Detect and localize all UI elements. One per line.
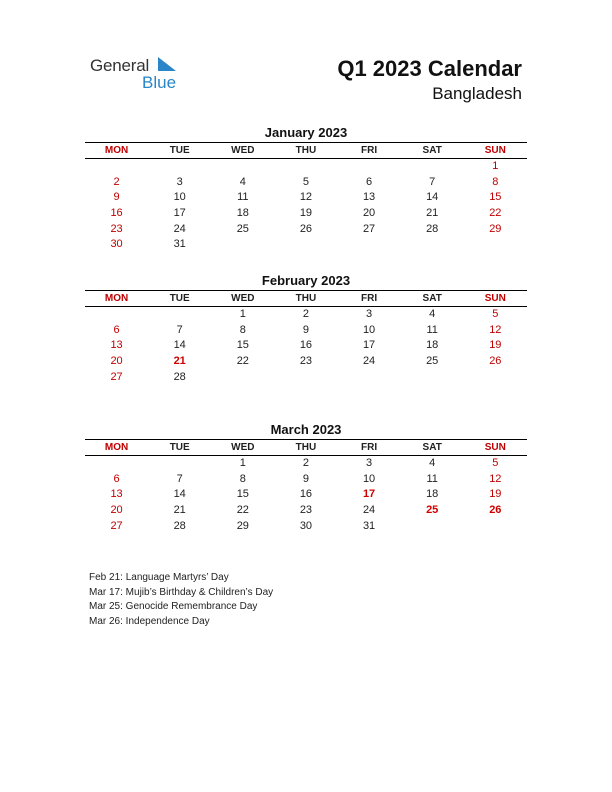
day-cell: 11 bbox=[237, 191, 249, 204]
day-cell: 5 bbox=[492, 308, 499, 320]
day-cell bbox=[85, 159, 148, 175]
day-cell: 16 bbox=[299, 488, 313, 501]
day-cell bbox=[211, 370, 274, 386]
weekday-header: TUE bbox=[169, 145, 190, 156]
weekday-header-row bbox=[85, 291, 527, 306]
day-cell: 20 bbox=[362, 207, 376, 220]
holiday-item: Feb 21: Language Martyrs’ Day bbox=[89, 572, 229, 583]
day-cell bbox=[85, 456, 148, 472]
weekday-header: FRI bbox=[361, 442, 378, 453]
weekday-header: WED bbox=[231, 145, 255, 156]
day-cell: 12 bbox=[299, 191, 313, 204]
day-cell: 18 bbox=[236, 207, 249, 220]
day-cell bbox=[274, 370, 337, 386]
day-cell: 27 bbox=[362, 222, 376, 235]
day-cell: 10 bbox=[362, 472, 376, 485]
day-cell bbox=[148, 456, 211, 472]
weekday-header: THU bbox=[295, 293, 317, 304]
day-cell: 6 bbox=[113, 323, 120, 336]
weekday-header-row bbox=[85, 440, 527, 455]
day-cell: 28 bbox=[173, 370, 186, 383]
day-cell: 10 bbox=[362, 323, 376, 336]
day-cell: 29 bbox=[489, 222, 502, 235]
day-cell: 8 bbox=[239, 323, 246, 336]
day-cell: 31 bbox=[173, 238, 186, 251]
day-cell: 10 bbox=[173, 191, 186, 204]
day-cell: 4 bbox=[239, 175, 246, 188]
day-cell bbox=[464, 370, 527, 386]
day-cell: 29 bbox=[236, 519, 249, 532]
day-cell bbox=[338, 159, 401, 175]
day-cell: 18 bbox=[426, 488, 439, 501]
day-cell: 28 bbox=[426, 222, 439, 235]
weekday-header: SAT bbox=[422, 442, 442, 453]
day-cell: 23 bbox=[110, 222, 123, 235]
day-cell: 15 bbox=[489, 191, 502, 204]
day-cell bbox=[401, 237, 464, 253]
day-cell: 24 bbox=[362, 504, 376, 517]
day-cell: 15 bbox=[236, 339, 249, 352]
day-cell: 5 bbox=[302, 175, 309, 188]
day-cell: 17 bbox=[362, 488, 376, 501]
weekday-header: SAT bbox=[422, 145, 442, 156]
country-name: Bangladesh bbox=[432, 84, 522, 103]
day-cell: 14 bbox=[173, 488, 186, 501]
day-cell: 26 bbox=[489, 355, 502, 368]
day-grid bbox=[85, 307, 527, 385]
day-cell: 11 bbox=[426, 472, 438, 485]
day-cell bbox=[211, 159, 274, 175]
month-title: February 2023 bbox=[261, 273, 351, 288]
day-cell bbox=[148, 159, 211, 175]
weekday-header-row bbox=[85, 143, 527, 158]
day-cell: 26 bbox=[299, 222, 313, 235]
day-cell: 11 bbox=[426, 323, 438, 336]
day-cell: 17 bbox=[173, 207, 186, 220]
month-march bbox=[85, 421, 527, 534]
weekday-header: FRI bbox=[361, 145, 378, 156]
weekday-header: SUN bbox=[484, 145, 506, 156]
day-cell bbox=[338, 370, 401, 386]
weekday-header: MON bbox=[104, 442, 129, 453]
day-cell bbox=[211, 237, 274, 253]
day-cell: 2 bbox=[113, 175, 120, 188]
day-cell: 7 bbox=[176, 472, 183, 485]
day-cell: 22 bbox=[236, 504, 249, 517]
page-title: Q1 2023 Calendar bbox=[337, 56, 522, 81]
day-cell bbox=[401, 159, 464, 175]
day-cell: 30 bbox=[110, 238, 123, 251]
day-cell: 19 bbox=[489, 488, 502, 501]
day-cell: 13 bbox=[110, 339, 123, 352]
weekday-header: FRI bbox=[361, 293, 378, 304]
day-cell: 23 bbox=[299, 504, 313, 517]
day-cell bbox=[401, 370, 464, 386]
weekday-header: WED bbox=[231, 293, 255, 304]
day-cell: 22 bbox=[236, 355, 249, 368]
day-cell: 17 bbox=[362, 339, 376, 352]
day-cell: 21 bbox=[426, 207, 439, 220]
day-cell bbox=[274, 237, 337, 253]
day-cell: 9 bbox=[113, 191, 120, 204]
day-cell: 2 bbox=[302, 308, 309, 320]
day-cell: 14 bbox=[426, 191, 439, 204]
day-cell: 20 bbox=[110, 504, 123, 517]
day-cell: 18 bbox=[426, 339, 439, 352]
holiday-item: Mar 26: Independence Day bbox=[89, 615, 210, 627]
weekday-header: MON bbox=[104, 145, 129, 156]
day-cell: 27 bbox=[110, 370, 123, 383]
day-cell: 25 bbox=[426, 504, 439, 517]
day-cell: 14 bbox=[173, 339, 186, 352]
day-cell: 19 bbox=[489, 339, 502, 352]
day-cell: 5 bbox=[492, 457, 499, 469]
month-title: January 2023 bbox=[264, 125, 348, 140]
day-cell: 7 bbox=[176, 323, 183, 336]
day-cell: 31 bbox=[362, 519, 376, 532]
day-cell: 16 bbox=[110, 207, 123, 220]
day-cell: 19 bbox=[299, 207, 313, 220]
day-cell: 2 bbox=[302, 457, 309, 469]
day-cell: 3 bbox=[176, 175, 183, 188]
weekday-header: WED bbox=[231, 442, 255, 453]
logo bbox=[90, 56, 190, 96]
day-cell bbox=[464, 519, 527, 535]
day-cell: 13 bbox=[110, 488, 123, 501]
day-cell: 12 bbox=[489, 323, 502, 336]
day-cell: 16 bbox=[299, 339, 313, 352]
month-january bbox=[85, 124, 527, 253]
holiday-item: Mar 25: Genocide Remembrance Day bbox=[89, 601, 258, 613]
day-cell: 3 bbox=[366, 457, 373, 469]
day-cell: 4 bbox=[429, 457, 436, 469]
day-cell: 22 bbox=[489, 207, 502, 220]
logo-blue-text: Blue bbox=[142, 73, 177, 92]
day-cell bbox=[464, 237, 527, 253]
day-cell bbox=[148, 307, 211, 323]
day-grid bbox=[85, 456, 527, 534]
day-cell: 27 bbox=[110, 519, 123, 532]
day-cell: 21 bbox=[173, 504, 186, 517]
day-cell: 9 bbox=[302, 323, 309, 336]
weekday-header: SUN bbox=[484, 293, 506, 304]
day-cell: 30 bbox=[299, 519, 313, 532]
day-cell: 26 bbox=[489, 504, 502, 517]
logo-triangle-icon bbox=[158, 57, 176, 71]
day-cell: 9 bbox=[302, 472, 309, 485]
day-cell: 6 bbox=[366, 175, 373, 188]
day-cell: 6 bbox=[113, 472, 120, 485]
weekday-header: SUN bbox=[484, 442, 506, 453]
month-february bbox=[85, 272, 527, 385]
weekday-header: TUE bbox=[169, 442, 190, 453]
day-cell: 4 bbox=[429, 308, 436, 320]
day-cell: 20 bbox=[110, 355, 123, 368]
day-cell: 12 bbox=[489, 472, 502, 485]
day-cell: 13 bbox=[362, 191, 376, 204]
month-title: March 2023 bbox=[270, 422, 342, 437]
day-cell: 25 bbox=[426, 355, 439, 368]
holiday-item: Mar 17: Mujib’s Birthday & Children’s Day bbox=[89, 586, 274, 598]
day-cell: 7 bbox=[429, 175, 436, 188]
weekday-header: MON bbox=[104, 293, 129, 304]
weekday-header: SAT bbox=[422, 293, 442, 304]
day-cell: 8 bbox=[492, 175, 499, 188]
day-cell: 28 bbox=[173, 519, 186, 532]
day-cell: 8 bbox=[239, 472, 246, 485]
day-cell bbox=[338, 237, 401, 253]
day-grid bbox=[85, 159, 527, 253]
day-cell bbox=[401, 519, 464, 535]
day-cell bbox=[274, 159, 337, 175]
holiday-list bbox=[89, 571, 273, 629]
weekday-header: THU bbox=[295, 442, 317, 453]
day-cell: 3 bbox=[366, 308, 373, 320]
day-cell: 1 bbox=[239, 457, 246, 469]
day-cell: 24 bbox=[173, 222, 186, 235]
day-cell bbox=[85, 307, 148, 323]
day-cell: 23 bbox=[299, 355, 313, 368]
weekday-header: TUE bbox=[169, 293, 190, 304]
day-cell: 21 bbox=[173, 355, 186, 368]
day-cell: 25 bbox=[236, 222, 249, 235]
weekday-header: THU bbox=[295, 145, 317, 156]
day-cell: 15 bbox=[236, 488, 249, 501]
logo-general-text: General bbox=[90, 56, 150, 75]
day-cell: 24 bbox=[362, 355, 376, 368]
day-cell: 1 bbox=[492, 160, 499, 172]
day-cell: 1 bbox=[239, 308, 246, 320]
